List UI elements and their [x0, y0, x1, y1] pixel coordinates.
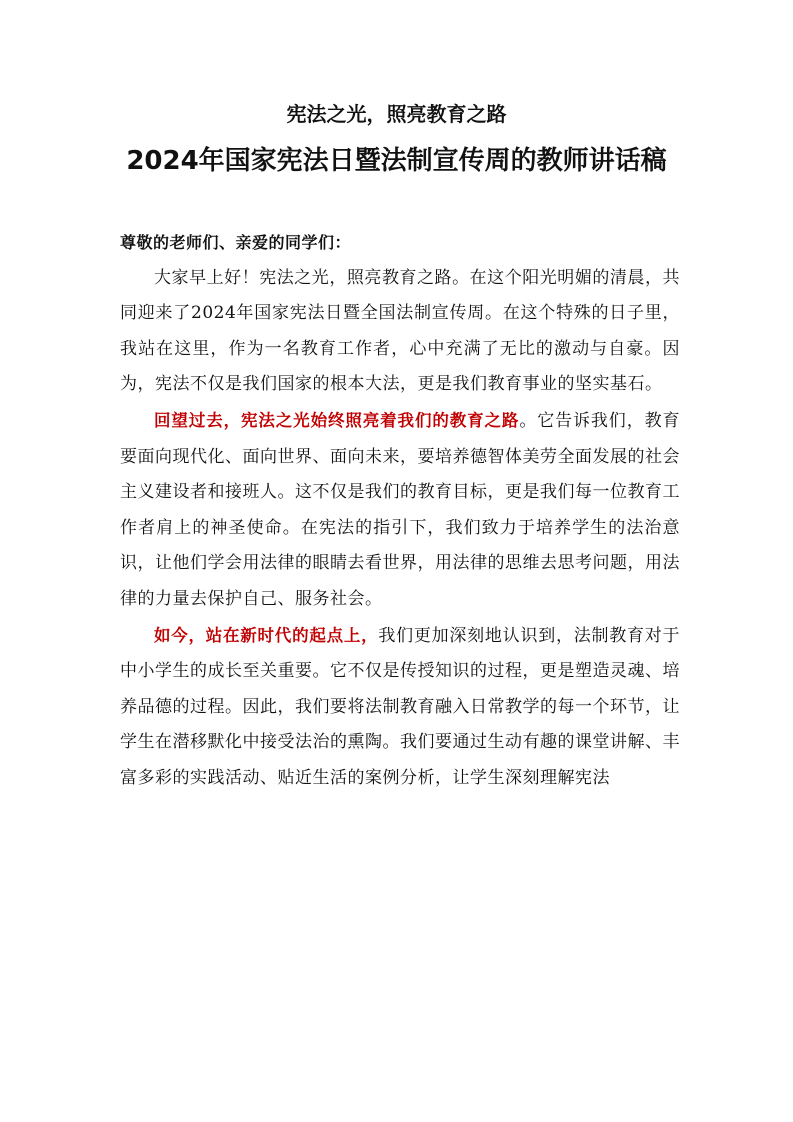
paragraph-3-text: 我们更加深刻地认识到，法制教育对于中小学生的成长至关重要。它不仅是传授知识的过程，更是塑造灵魂、培养品德的过程。因此，我们要将法制教育融入日常教学的每一个环节，让学生在潜移默化中接受法治的熏陶。我们要通过生动有趣的课堂讲解、丰富多彩的实践活动、贴近生活的案例分析，让学生深刻理解宪法: [120, 625, 681, 788]
paragraph-2-lead: 回望过去，宪法之光始终照亮着我们的教育之路: [154, 410, 520, 430]
paragraph-2: [120, 403, 680, 618]
paragraph-1-text: 大家早上好！宪法之光，照亮教育之路。在这个阳光明媚的清晨，共同迎来了2024年国家宪法日暨全国法制宣传周。在这个特殊的日子里，我站在这里，作为一名教育工作者，心中充满了无比的激动与自豪。因为，宪法不仅是我们国家的根本大法，更是我们教育事业的坚实基石。: [120, 267, 680, 395]
document-subtitle: 2024年国家宪法日暨法制宣传周的教师讲话稿: [126, 146, 667, 176]
document-title: 宪法之光，照亮教育之路: [286, 102, 507, 126]
paragraph-2-text: 。它告诉我们，教育要面向现代化、面向世界、面向未来，要培养德智体美劳全面发展的社会主义建设者和接班人。这不仅是我们的教育目标，更是我们每一位教育工作者肩上的神圣使命。在宪法的指引下，我们致力于培养学生的法治意识，让他们学会用法律的眼睛去看世界，用法律的思维去思考问题，用法律的力量去保护自己、服务社会。: [120, 410, 681, 609]
salutation: 尊敬的老师们、亲爱的同学们：: [120, 233, 352, 252]
paragraph-3-lead: 如今，站在新时代的起点上，: [154, 625, 379, 645]
document-body: [120, 225, 680, 797]
paragraph-3: [120, 618, 680, 797]
paragraph-1: [120, 261, 680, 403]
